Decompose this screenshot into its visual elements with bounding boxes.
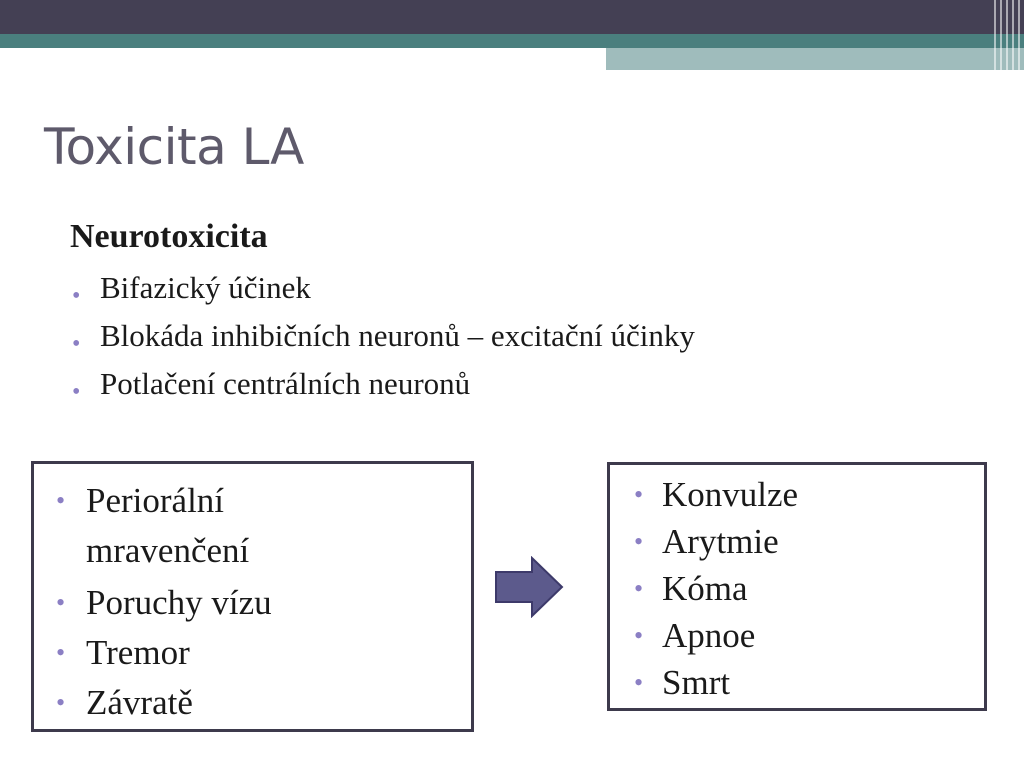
list-item [632, 565, 798, 612]
list-item [632, 659, 798, 706]
header-bar-teal [0, 34, 1024, 48]
list-item [632, 518, 798, 565]
symptoms-box-right [607, 462, 987, 711]
list-item-text: Arytmie [662, 522, 779, 561]
list-item-text: Bifazický účinek [100, 270, 311, 305]
symptoms-box-left [31, 461, 474, 732]
bullet-icon: • [72, 331, 81, 357]
list-item-text: Smrt [662, 663, 731, 702]
bullet-icon: • [56, 688, 66, 717]
bullet-icon: • [56, 486, 66, 515]
bullet-icon: • [72, 283, 81, 309]
bullet-icon: • [72, 379, 81, 405]
symptoms-list-left [54, 476, 346, 728]
header-stripes [994, 0, 1024, 70]
list-item [632, 612, 798, 659]
right-arrow-icon [494, 556, 564, 618]
section-heading: Neurotoxicita [70, 218, 268, 255]
list-item [54, 678, 346, 728]
list-item [54, 476, 346, 576]
list-item [70, 318, 695, 366]
bullet-icon: • [56, 588, 66, 617]
header-bar-dark [0, 0, 1024, 34]
header-bar-light [606, 48, 1024, 70]
list-item-text: Tremor [86, 633, 190, 672]
list-item [70, 270, 695, 318]
list-item-text: Potlačení centrálních neuronů [100, 366, 471, 401]
list-item-text: Kóma [662, 569, 748, 608]
bullet-list [70, 270, 695, 414]
list-item-text: Závratě [86, 683, 193, 722]
symptoms-list-right [632, 471, 798, 706]
slide-title: Toxicita LA [44, 118, 304, 176]
list-item [70, 366, 695, 414]
bullet-icon: • [634, 527, 644, 556]
list-item-text: Poruchy vízu [86, 583, 272, 622]
bullet-icon: • [634, 668, 644, 697]
list-item-text: Konvulze [662, 475, 799, 514]
list-item [632, 471, 798, 518]
list-item-text: Periorální mravenčení [86, 481, 250, 570]
list-item [54, 628, 346, 678]
list-item-text: Apnoe [662, 616, 756, 655]
bullet-icon: • [634, 574, 644, 603]
list-item [54, 578, 346, 628]
list-item-text: Blokáda inhibičních neuronů – excitační účinky [100, 318, 695, 353]
bullet-icon: • [56, 638, 66, 667]
bullet-icon: • [634, 480, 644, 509]
bullet-icon: • [634, 621, 644, 650]
